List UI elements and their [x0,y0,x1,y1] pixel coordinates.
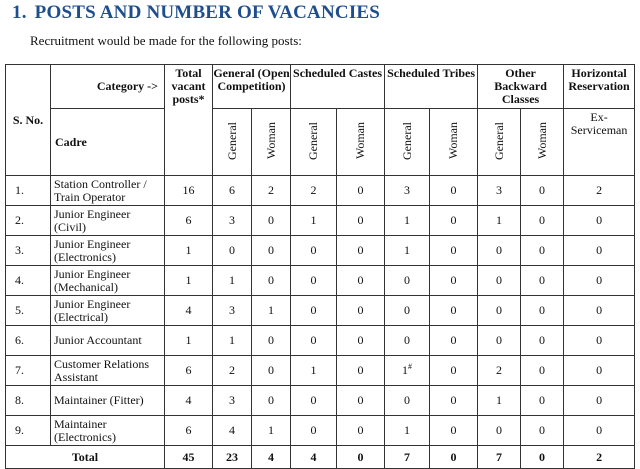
row-value: 0 [478,296,521,326]
row-value: 2 [252,176,291,206]
subheader-ex-serviceman: Ex-Serviceman [564,109,635,176]
table-row [6,176,635,206]
table-row [6,296,635,326]
row-value: 3 [213,206,252,236]
row-value: 0 [252,326,291,356]
row-sno: 8. [6,386,51,416]
row-sno: 2. [6,206,51,236]
row-post-name: Junior Engineer (Civil) [51,206,165,236]
row-value: 0 [385,326,430,356]
intro-text: Recruitment would be made for the following posts: [30,33,302,48]
row-post-name: Junior Engineer (Mechanical) [51,266,165,296]
row-value: 0 [252,356,291,386]
row-value: 0 [430,176,478,206]
row-value: 0 [521,386,564,416]
row-value: 3 [385,176,430,206]
row-value: 0 [478,326,521,356]
row-value: 0 [521,236,564,266]
section-number: 1. [12,2,27,23]
row-value: 0 [291,416,337,446]
row-value: 0 [337,416,385,446]
row-value: 0 [430,206,478,236]
total-value: 23 [213,446,252,469]
row-value: 1 [385,206,430,236]
group-header-sc: Scheduled Castes [291,65,385,109]
row-value: 1 [385,416,430,446]
total-value: 4 [291,446,337,469]
row-sno: 4. [6,266,51,296]
row-post-name: Maintainer (Electronics) [51,416,165,446]
row-post-name: Station Controller / Train Operator [51,176,165,206]
total-value: 4 [252,446,291,469]
row-value: 0 [430,296,478,326]
row-value: 0 [337,176,385,206]
row-value: 0 [252,206,291,236]
row-value: 1 [478,206,521,236]
row-value: 0 [337,206,385,236]
row-value: 6 [213,176,252,206]
row-total: 4 [165,386,213,416]
row-post-name: Junior Accountant [51,326,165,356]
table-row [6,416,635,446]
row-value: 0 [252,266,291,296]
row-value: 0 [564,266,635,296]
row-sno: 9. [6,416,51,446]
row-total: 6 [165,356,213,386]
row-post-name: Customer Relations Assistant [51,356,165,386]
total-value: 45 [165,446,213,469]
section-title: POSTS AND NUMBER OF VACANCIES [34,2,381,23]
row-sno: 5. [6,296,51,326]
row-value: 1 [291,356,337,386]
row-value: 0 [478,236,521,266]
row-value: 0 [564,386,635,416]
total-value: 7 [385,446,430,469]
total-label: Total [6,446,165,469]
row-value: 0 [291,236,337,266]
subheader-woman: Woman [430,109,478,176]
row-value: 0 [385,386,430,416]
subheader-woman: Woman [521,109,564,176]
row-value: 0 [430,416,478,446]
row-value: 1 [385,236,430,266]
row-value: 0 [385,296,430,326]
total-value: 2 [564,446,635,469]
row-value: 0 [521,206,564,236]
total-value: 0 [430,446,478,469]
row-value: 4 [213,416,252,446]
row-value: 0 [291,386,337,416]
row-value: 0 [521,416,564,446]
row-value: 0 [337,266,385,296]
cadre-header: Cadre [51,109,165,176]
group-header-obc: Other Backward Classes [478,65,564,109]
row-sno: 1. [6,176,51,206]
row-value: 1 [213,266,252,296]
row-value: 2 [478,356,521,386]
row-value: 0 [430,386,478,416]
group-header-horizontal: Horizontal Reservation [564,65,635,109]
row-value: 0 [430,236,478,266]
row-post-name: Junior Engineer (Electronics) [51,236,165,266]
sno-header: S. No. [6,65,51,176]
row-value: 0 [385,266,430,296]
table-row [6,236,635,266]
row-value: 2 [564,176,635,206]
row-total: 1 [165,326,213,356]
row-sno: 7. [6,356,51,386]
row-value: 0 [430,326,478,356]
group-header-general: General (Open Competition) [213,65,291,109]
row-value: 1 [291,206,337,236]
total-value: 0 [337,446,385,469]
row-value: 0 [521,176,564,206]
row-value: 0 [478,266,521,296]
row-value: 0 [430,266,478,296]
table-row [6,356,635,386]
row-value: 0 [521,266,564,296]
row-value: 0 [521,356,564,386]
row-total: 4 [165,296,213,326]
row-total: 1 [165,266,213,296]
row-value: 1 [252,296,291,326]
row-value: 3 [478,176,521,206]
table-row [6,386,635,416]
row-value: 0 [521,296,564,326]
row-value: 0 [564,296,635,326]
row-value: 0 [337,356,385,386]
row-value: 2 [213,356,252,386]
row-value: 0 [337,236,385,266]
total-row [6,446,635,469]
row-value: 0 [291,266,337,296]
row-value: 1 [478,386,521,416]
table-row [6,206,635,236]
subheader-general: General [213,109,252,176]
row-value: 0 [521,326,564,356]
total-value: 0 [521,446,564,469]
total-header: Total vacant posts* [165,65,213,176]
row-value: 0 [291,326,337,356]
row-value: 1 [252,416,291,446]
row-total: 16 [165,176,213,206]
subheader-general: General [478,109,521,176]
row-value: 0 [564,326,635,356]
row-total: 6 [165,416,213,446]
row-value: 1 [213,326,252,356]
row-value: 0 [564,236,635,266]
row-value: 0 [478,416,521,446]
row-value: 0 [252,236,291,266]
row-value: 0 [564,416,635,446]
row-value: 0 [430,356,478,386]
row-sno: 6. [6,326,51,356]
row-total: 1 [165,236,213,266]
category-header: Category -> [51,65,165,109]
row-total: 6 [165,206,213,236]
row-post-name: Junior Engineer (Electrical) [51,296,165,326]
subheader-woman: Woman [252,109,291,176]
table-row [6,326,635,356]
group-header-st: Scheduled Tribes [385,65,478,109]
row-value: 0 [291,296,337,326]
row-value: 1# [385,356,430,386]
row-post-name: Maintainer (Fitter) [51,386,165,416]
row-value: 0 [564,356,635,386]
row-sno: 3. [6,236,51,266]
subheader-general: General [385,109,430,176]
row-value: 3 [213,296,252,326]
row-value: 0 [213,236,252,266]
row-value: 3 [213,386,252,416]
row-value: 0 [337,296,385,326]
row-value: 0 [337,386,385,416]
total-value: 7 [478,446,521,469]
table-row [6,266,635,296]
section-heading [12,2,380,24]
subheader-woman: Woman [337,109,385,176]
row-value: 0 [337,326,385,356]
row-value: 2 [291,176,337,206]
row-value: 0 [564,206,635,236]
row-value: 0 [252,386,291,416]
subheader-general: General [291,109,337,176]
vacancy-table [5,64,635,469]
